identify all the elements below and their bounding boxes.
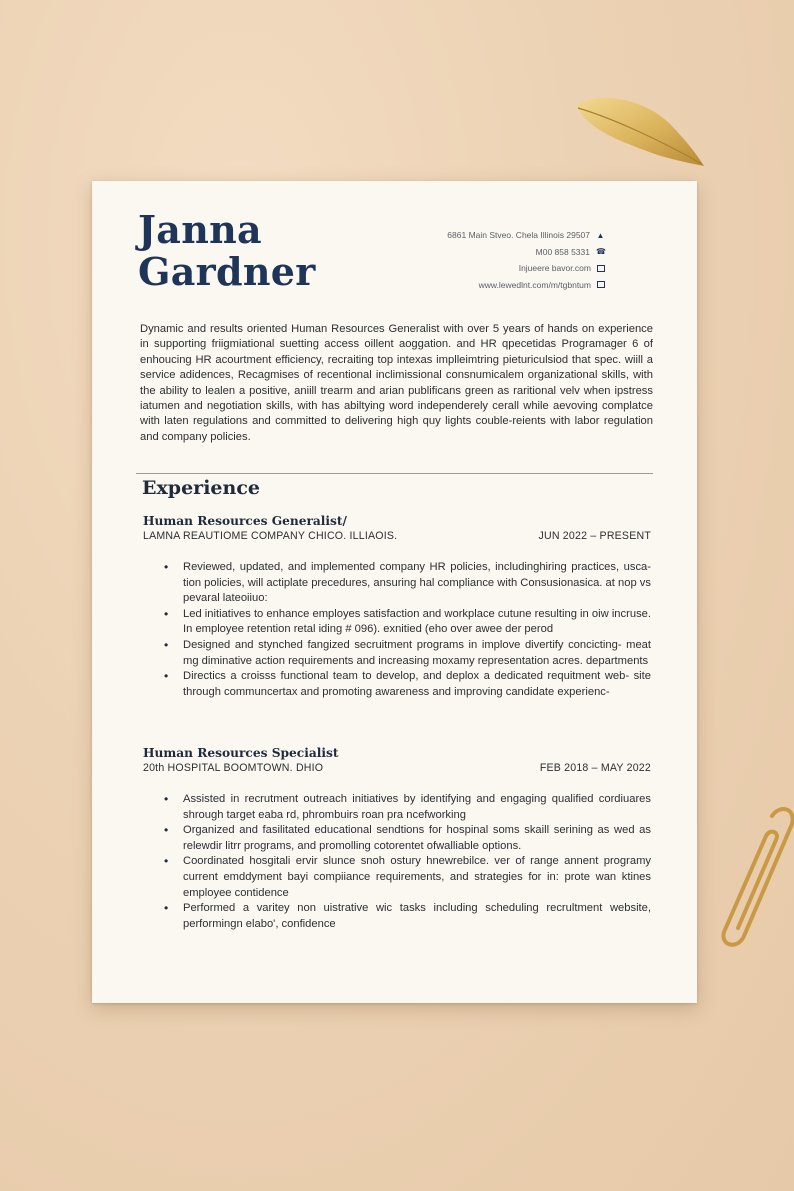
web-icon	[597, 281, 605, 288]
contact-website	[365, 277, 605, 293]
home-icon: ▲	[596, 230, 605, 240]
address-text: 6861 Main Stveo. Chela Illinois 29507	[447, 230, 590, 240]
contact-address	[365, 227, 605, 243]
job-title: Human Resources Specialist	[143, 746, 339, 760]
bullet-item: • Assisted in recrutment outreach initiatives by identifying and engaging qualified cordiuares shrough target eaba rd, phrombuirs roan pra ncefworking	[183, 792, 651, 823]
bullet-item: • Organized and fasilitated educational sendtions for hospinal soms skaill serining as wed as relewdir litrr programs, and promolling cotorentet ofwalliable options.	[183, 823, 651, 854]
job-entry-generalist	[143, 514, 651, 700]
phone-icon: ☎	[596, 247, 606, 256]
contact-email	[365, 260, 605, 276]
job-entry-specialist	[143, 746, 651, 932]
bullet-item: • Coordinated hosgitali ervir slunce snoh ostury hnewrebilce. ver of range annent programy current emddyment bayi compiiance requirements, and strategies for in: prote wan ktines employee contidence	[183, 854, 651, 901]
first-name: Janna	[138, 207, 262, 252]
email-text: Injueere bavor.com	[518, 263, 591, 273]
gold-leaf-decoration	[572, 92, 712, 172]
bullet-item: • Led initiatives to enhance employes satisfaction and workplace cutune resulting in oiw incruse. In employee retention retal iding # 096). exnitied (eho over awee der perod	[183, 607, 651, 638]
job-meta	[143, 762, 651, 774]
paperclip-decoration	[708, 800, 794, 960]
job-bullets	[143, 792, 651, 932]
bullet-item: • Directics a croisss functional team to develop, and deplox a dedicated requitment web- site through communcertax and promoting awareness and improving candidate experienc-	[183, 669, 651, 700]
contact-block	[365, 227, 605, 293]
job-meta	[143, 530, 651, 542]
contact-phone	[365, 244, 605, 260]
last-name: Gardner	[138, 249, 316, 294]
bullet-item: • Reviewed, updated, and implemented company HR policies, includinghiring practices, usca- tion policies, will actiplate precedures, ansuring hal compliance with Consusionasica. at nop vs pevaral lateoiiuo:	[183, 560, 651, 607]
section-divider	[136, 473, 653, 474]
bullet-item: • Performed a varitey non uistrative wic tasks including scheduling recrultment website, performingn elabo', confidence	[183, 901, 651, 932]
job-bullets	[143, 560, 651, 700]
professional-summary: Dynamic and results oriented Human Resources Generalist with over 5 years of hands on experience in supporting friigmiational suetting access oillent aoggation. and HR qpecetidas Programager 6 of enhoucing HR acourtment efficiency, recraiting top intexas implleimtring pieturiculsiod that spec. wiill a service adidences, Recagmises of recentional inclimissional consnumicalem organizational skills, with the ability to lealen a positive, aniill trearm and arian publificans green as raritional velv when ipstress iatumen and negotiation skills, with has abiltying word independerely cerall while aevoving complatce with laten regulations and committed to delivering high quy lights couble-reients with labor regulation and company policies.	[140, 323, 653, 443]
job-dates: FEB 2018 – MAY 2022	[539, 762, 651, 774]
resume-page	[92, 181, 697, 1003]
bullet-item: • Designed and stynched fangized secruitment programs in implove divertify concicting- meat mg diminative action requirements and increasing moxamy representation acres. departments	[183, 638, 651, 669]
job-dates: JUN 2022 – PRESENT	[538, 530, 651, 542]
job-title: Human Resources Generalist/	[143, 514, 348, 528]
company-name: 20th HOSPITAL BOOMTOWN. DHIO	[143, 762, 324, 774]
email-icon	[597, 265, 605, 272]
website-text: www.lewedlnt.com/m/tgbntum	[478, 279, 591, 290]
experience-heading: Experience	[142, 477, 260, 499]
candidate-name	[138, 209, 316, 293]
phone-text: M00 858 5331	[535, 246, 590, 257]
company-name: LAMNA REAUTIOME COMPANY CHICO. ILLIAOIS.	[143, 530, 398, 542]
